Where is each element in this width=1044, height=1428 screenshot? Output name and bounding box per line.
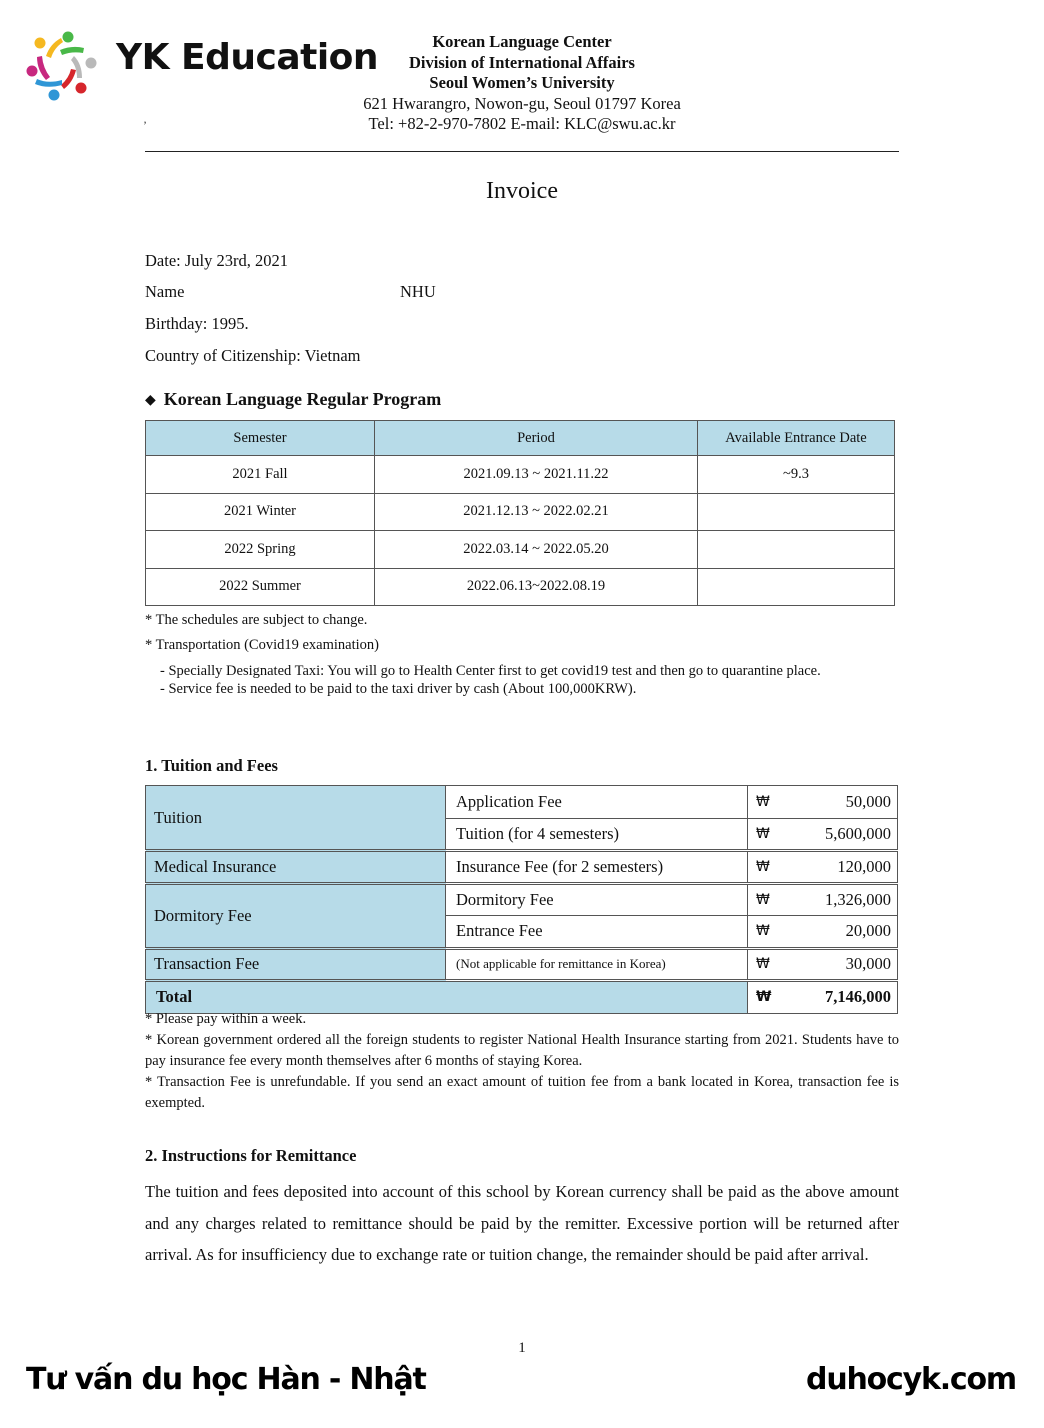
- program-title: Korean Language Regular Program: [163, 389, 442, 409]
- won-currency-icon: ₩: [748, 948, 782, 981]
- page-title: Invoice: [486, 178, 558, 204]
- fee-item: Insurance Fee (for 2 semesters): [446, 851, 748, 884]
- fee-item: Entrance Fee: [446, 916, 748, 949]
- taxi-note: - Specially Designated Taxi: You will go to Health Center first to get covid19 test and then go to quarantine place.: [160, 663, 821, 679]
- fees-table: [145, 785, 898, 1014]
- won-currency-icon: ₩: [748, 916, 782, 949]
- watermark-website: duhocyk.com: [806, 1362, 1016, 1397]
- fee-amount: 20,000: [782, 916, 898, 949]
- entrance-cell: ~9.3: [698, 456, 895, 494]
- program-heading: [145, 389, 441, 410]
- semester-cell: 2021 Winter: [146, 493, 375, 531]
- total-amount: 7,146,000: [782, 981, 898, 1014]
- org-line-1: Korean Language Center: [432, 32, 612, 51]
- period-cell: 2021.12.13 ~ 2022.02.21: [375, 493, 698, 531]
- entrance-cell: [698, 493, 895, 531]
- period-cell: 2021.09.13 ~ 2021.11.22: [375, 456, 698, 494]
- organization-header: [340, 32, 704, 135]
- header-divider: [145, 151, 899, 152]
- watermark-slogan: Tư vấn du học Hàn - Nhật: [26, 1362, 426, 1397]
- table-row: [146, 568, 895, 606]
- table-row: [146, 786, 898, 819]
- schedule-table: [145, 420, 895, 606]
- won-currency-icon: ₩: [748, 818, 782, 851]
- column-header-entrance-date: Available Entrance Date: [698, 421, 895, 456]
- fee-category: Transaction Fee: [146, 948, 446, 981]
- table-row: [146, 851, 898, 884]
- table-header-row: [146, 421, 895, 456]
- transaction-fee-note: * Transaction Fee is unrefundable. If you send an exact amount of tuition fee from a bank located in Korea, transaction fee is exempted.: [145, 1074, 899, 1111]
- won-currency-icon: ₩: [748, 883, 782, 916]
- name-value: NHU: [400, 282, 436, 301]
- fee-item: Dormitory Fee: [446, 883, 748, 916]
- table-row: [146, 883, 898, 916]
- stray-mark: ’: [143, 118, 147, 132]
- fee-amount: 30,000: [782, 948, 898, 981]
- table-row: [146, 531, 895, 569]
- fees-heading: 1. Tuition and Fees: [145, 756, 278, 775]
- semester-cell: 2022 Summer: [146, 568, 375, 606]
- page-number: 1: [518, 1340, 526, 1356]
- remittance-heading: 2. Instructions for Remittance: [145, 1146, 357, 1165]
- table-row: [146, 456, 895, 494]
- won-currency-icon: ₩: [748, 851, 782, 884]
- fee-category: Tuition: [146, 786, 446, 851]
- fee-amount: 120,000: [782, 851, 898, 884]
- column-header-semester: Semester: [146, 421, 375, 456]
- fee-item: (Not applicable for remittance in Korea): [446, 948, 748, 981]
- name-label: Name: [145, 282, 185, 301]
- fee-amount: 50,000: [782, 786, 898, 819]
- transportation-note: * Transportation (Covid19 examination): [145, 637, 379, 653]
- fee-amount: 5,600,000: [782, 818, 898, 851]
- fee-category: Medical Insurance: [146, 851, 446, 884]
- diamond-bullet-icon: ◆: [145, 393, 156, 408]
- remittance-body: The tuition and fees deposited into account of this school by Korean currency shall be paid as the above amount and any charges related to remittance should be paid by the remitter. Excessive portion will be returned after arrival. As for insufficiency due to exchange rate or tuition change, the remainder should be paid after arrival.: [145, 1182, 899, 1264]
- semester-cell: 2021 Fall: [146, 456, 375, 494]
- org-line-2: Division of International Affairs: [409, 52, 635, 72]
- fee-amount: 1,326,000: [782, 883, 898, 916]
- entrance-cell: [698, 531, 895, 569]
- people-circle-logo-icon: [24, 26, 100, 102]
- column-header-period: Period: [375, 421, 698, 456]
- insurance-note: * Korean government ordered all the foreign students to register National Health Insurance starting from 2021. Students have to pay insurance fee every month themselves after 6 months of staying Korea.: [145, 1032, 899, 1069]
- schedule-note: * The schedules are subject to change.: [145, 612, 368, 628]
- payment-note: * Please pay within a week.: [145, 1011, 307, 1027]
- country-of-citizenship: Country of Citizenship: Vietnam: [145, 346, 361, 365]
- table-row: [146, 948, 898, 981]
- org-address: 621 Hwarangro, Nowon-gu, Seoul 01797 Korea: [363, 93, 681, 113]
- fee-category: Dormitory Fee: [146, 883, 446, 948]
- table-row: [146, 493, 895, 531]
- period-cell: 2022.03.14 ~ 2022.05.20: [375, 531, 698, 569]
- period-cell: 2022.06.13~2022.08.19: [375, 568, 698, 606]
- brand-name: YK Education: [116, 37, 379, 78]
- total-label: Total: [146, 981, 748, 1014]
- org-contact: Tel: +82-2-970-7802 E-mail: KLC@swu.ac.kr: [368, 114, 676, 133]
- entrance-cell: [698, 568, 895, 606]
- service-fee-note: - Service fee is needed to be paid to the taxi driver by cash (About 100,000KRW).: [160, 681, 637, 697]
- won-currency-icon: ₩: [748, 786, 782, 819]
- invoice-date: Date: July 23rd, 2021: [145, 251, 288, 270]
- semester-cell: 2022 Spring: [146, 531, 375, 569]
- fee-item: Application Fee: [446, 786, 748, 819]
- org-line-3: Seoul Women’s University: [429, 73, 615, 92]
- won-currency-icon: ₩: [748, 981, 782, 1014]
- birthday: Birthday: 1995.: [145, 314, 249, 333]
- fee-item: Tuition (for 4 semesters): [446, 818, 748, 851]
